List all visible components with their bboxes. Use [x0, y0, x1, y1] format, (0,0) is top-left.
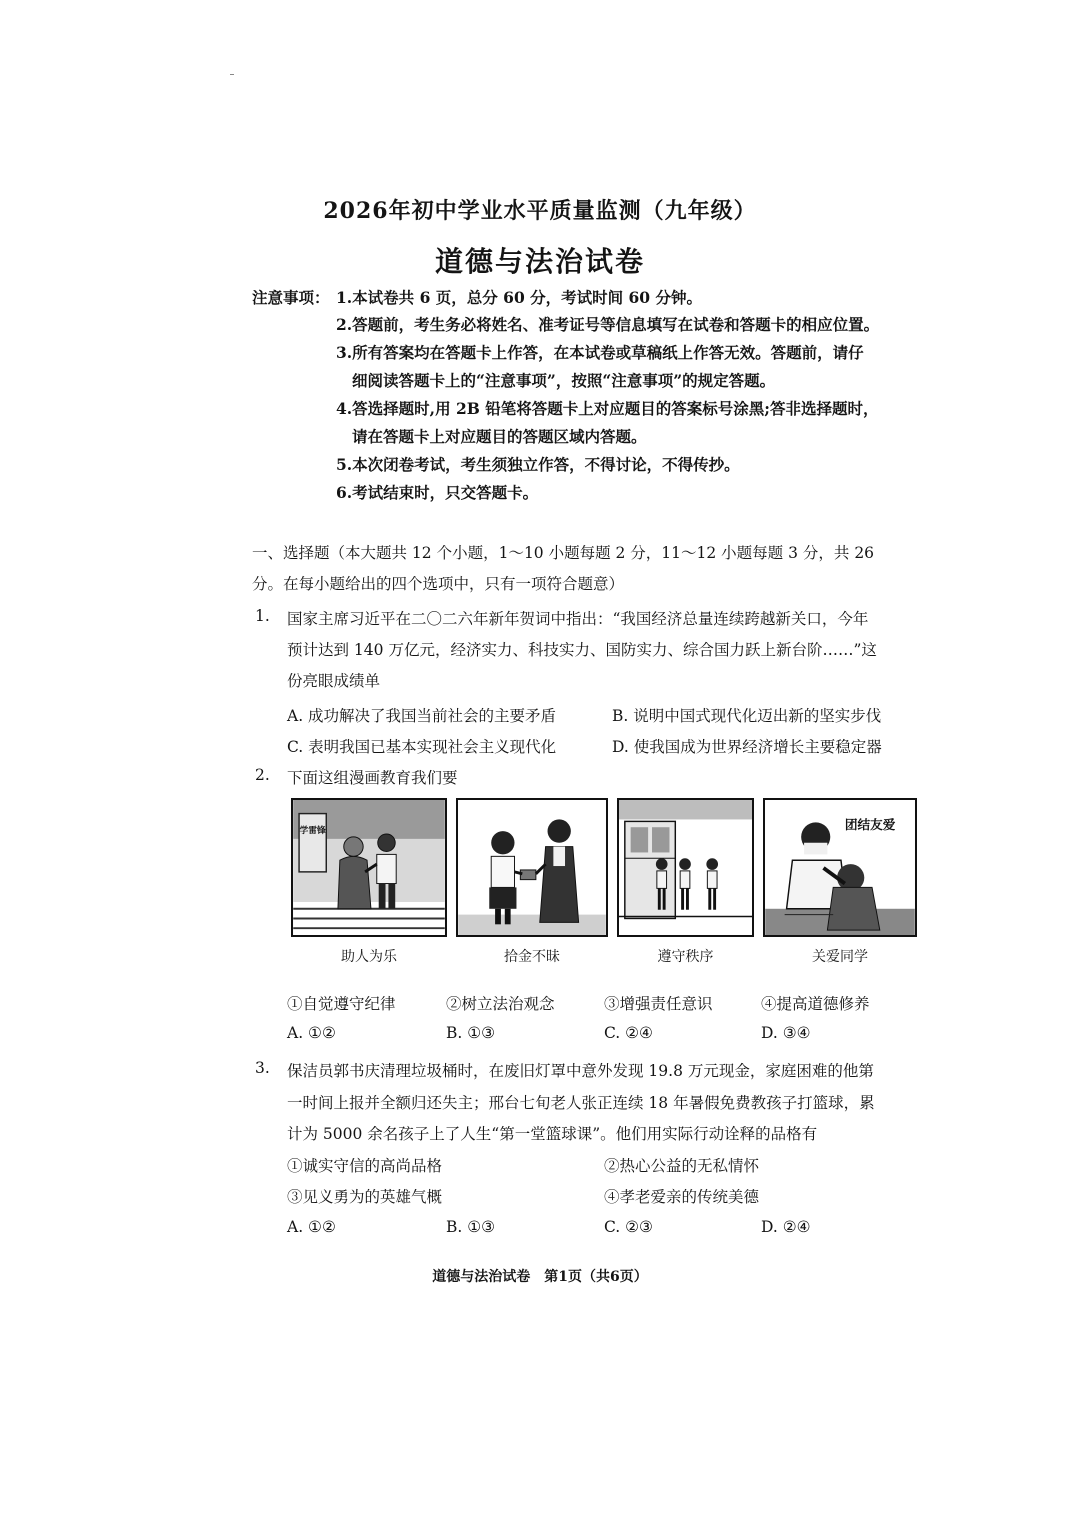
option-d: D. 使我国成为世界经济增长主要稳定器	[612, 738, 882, 756]
option-c: C. 表明我国已基本实现社会主义现代化	[287, 738, 557, 756]
question-stem: 份亮眼成绩单	[287, 672, 381, 690]
option-c: C. ②④	[604, 1024, 653, 1042]
option-b: B. 说明中国式现代化迈出新的坚实步伐	[612, 707, 882, 725]
comic-panel-helping	[291, 798, 447, 937]
notice-item: 6.考试结束时，只交答题卡。	[336, 483, 539, 502]
statement: ④孝老爱亲的传统美德	[604, 1188, 760, 1206]
notice-item: 4.答选择题时,用 2B 铅笔将答题卡上对应题目的答案标号涂黑;答非选择题时，	[336, 399, 879, 418]
comic-panel-queue	[617, 798, 754, 937]
exam-title: 2026年初中学业水平质量监测（九年级）	[323, 198, 757, 224]
panel-sign-text-4: 团结友爱	[844, 817, 896, 833]
question-number: 3.	[255, 1059, 270, 1077]
option-a: A. ①②	[287, 1024, 336, 1042]
option-a: A. 成功解决了我国当前社会的主要矛盾	[287, 707, 557, 725]
question-stem: 一时间上报并全额归还失主；邢台七旬老人张正连续 18 年暑假免费教孩子打篮球，累	[287, 1094, 875, 1112]
subject-title: 道德与法治试卷	[434, 245, 645, 278]
notice-item: 1.本试卷共 6 页，总分 60 分，考试时间 60 分钟。	[336, 288, 702, 307]
notice-item: 2.答题前，考生务必将姓名、准考证号等信息填写在试卷和答题卡的相应位置。	[336, 315, 880, 334]
statement: ③见义勇为的英雄气概	[287, 1188, 443, 1206]
statement: ②热心公益的无私情怀	[604, 1157, 760, 1175]
option-a: A. ①②	[287, 1218, 336, 1236]
option-c: C. ②③	[604, 1218, 653, 1236]
notice-item: 5.本次闭卷考试，考生须独立作答，不得讨论，不得传抄。	[336, 455, 740, 474]
option-b: B. ①③	[446, 1218, 496, 1236]
comic-caption: 遵守秩序	[657, 949, 714, 965]
notice-item: 3.所有答案均在答题卡上作答，在本试卷或草稿纸上作答无效。答题前，请仔	[336, 343, 864, 362]
comic-returning-image	[458, 800, 606, 935]
question-stem: 保洁员郭书庆清理垃圾桶时，在废旧灯罩中意外发现 19.8 万元现金，家庭困难的他第	[287, 1062, 874, 1080]
notice-item: 细阅读答题卡上的“注意事项”，按照“注意事项”的规定答题。	[352, 371, 776, 390]
question-stem: 国家主席习近平在二〇二六年新年贺词中指出：“我国经济总量连续跨越新关口，今年	[287, 610, 869, 628]
comic-helping-image	[293, 800, 445, 935]
option-b: B. ①③	[446, 1024, 496, 1042]
question-number: 1.	[255, 607, 270, 625]
statement: ③增强责任意识	[604, 995, 713, 1013]
statement: ②树立法治观念	[446, 995, 555, 1013]
section-heading-cont: 分。在每小题给出的四个选项中，只有一项符合题意）	[252, 575, 625, 593]
comic-panel-caring	[763, 798, 917, 937]
question-stem: 预计达到 140 万亿元，经济实力、科技实力、国防实力、综合国力跃上新台阶……”这	[287, 641, 877, 659]
comic-caring-image	[765, 800, 915, 935]
comic-caption: 助人为乐	[341, 949, 397, 965]
notice-item: 请在答题卡上对应题目的答题区域内答题。	[352, 427, 647, 446]
page-footer: 道德与法治试卷 第1页（共6页）	[432, 1269, 648, 1285]
option-d: D. ③④	[761, 1024, 811, 1042]
option-d: D. ②④	[761, 1218, 811, 1236]
scan-speck	[230, 74, 234, 75]
notice-label: 注意事项：	[252, 288, 330, 307]
question-stem: 下面这组漫画教育我们要	[287, 769, 458, 787]
comic-queue-image	[619, 800, 752, 935]
comic-caption: 拾金不昧	[504, 949, 560, 965]
statement: ①自觉遵守纪律	[287, 995, 396, 1013]
panel-sign-text-1: 学雷锋	[299, 826, 326, 837]
comic-panel-returning	[456, 798, 608, 937]
statement: ①诚实守信的高尚品格	[287, 1157, 443, 1175]
statement: ④提高道德修养	[761, 995, 870, 1013]
comic-caption: 关爱同学	[812, 949, 868, 965]
question-number: 2.	[255, 766, 270, 784]
question-stem: 计为 5000 余名孩子上了人生“第一堂篮球课”。他们用实际行动诠释的品格有	[287, 1125, 818, 1143]
section-heading: 一、选择题（本大题共 12 个小题，1～10 小题每题 2 分，11～12 小题每题 3 分，共 26	[252, 544, 875, 562]
